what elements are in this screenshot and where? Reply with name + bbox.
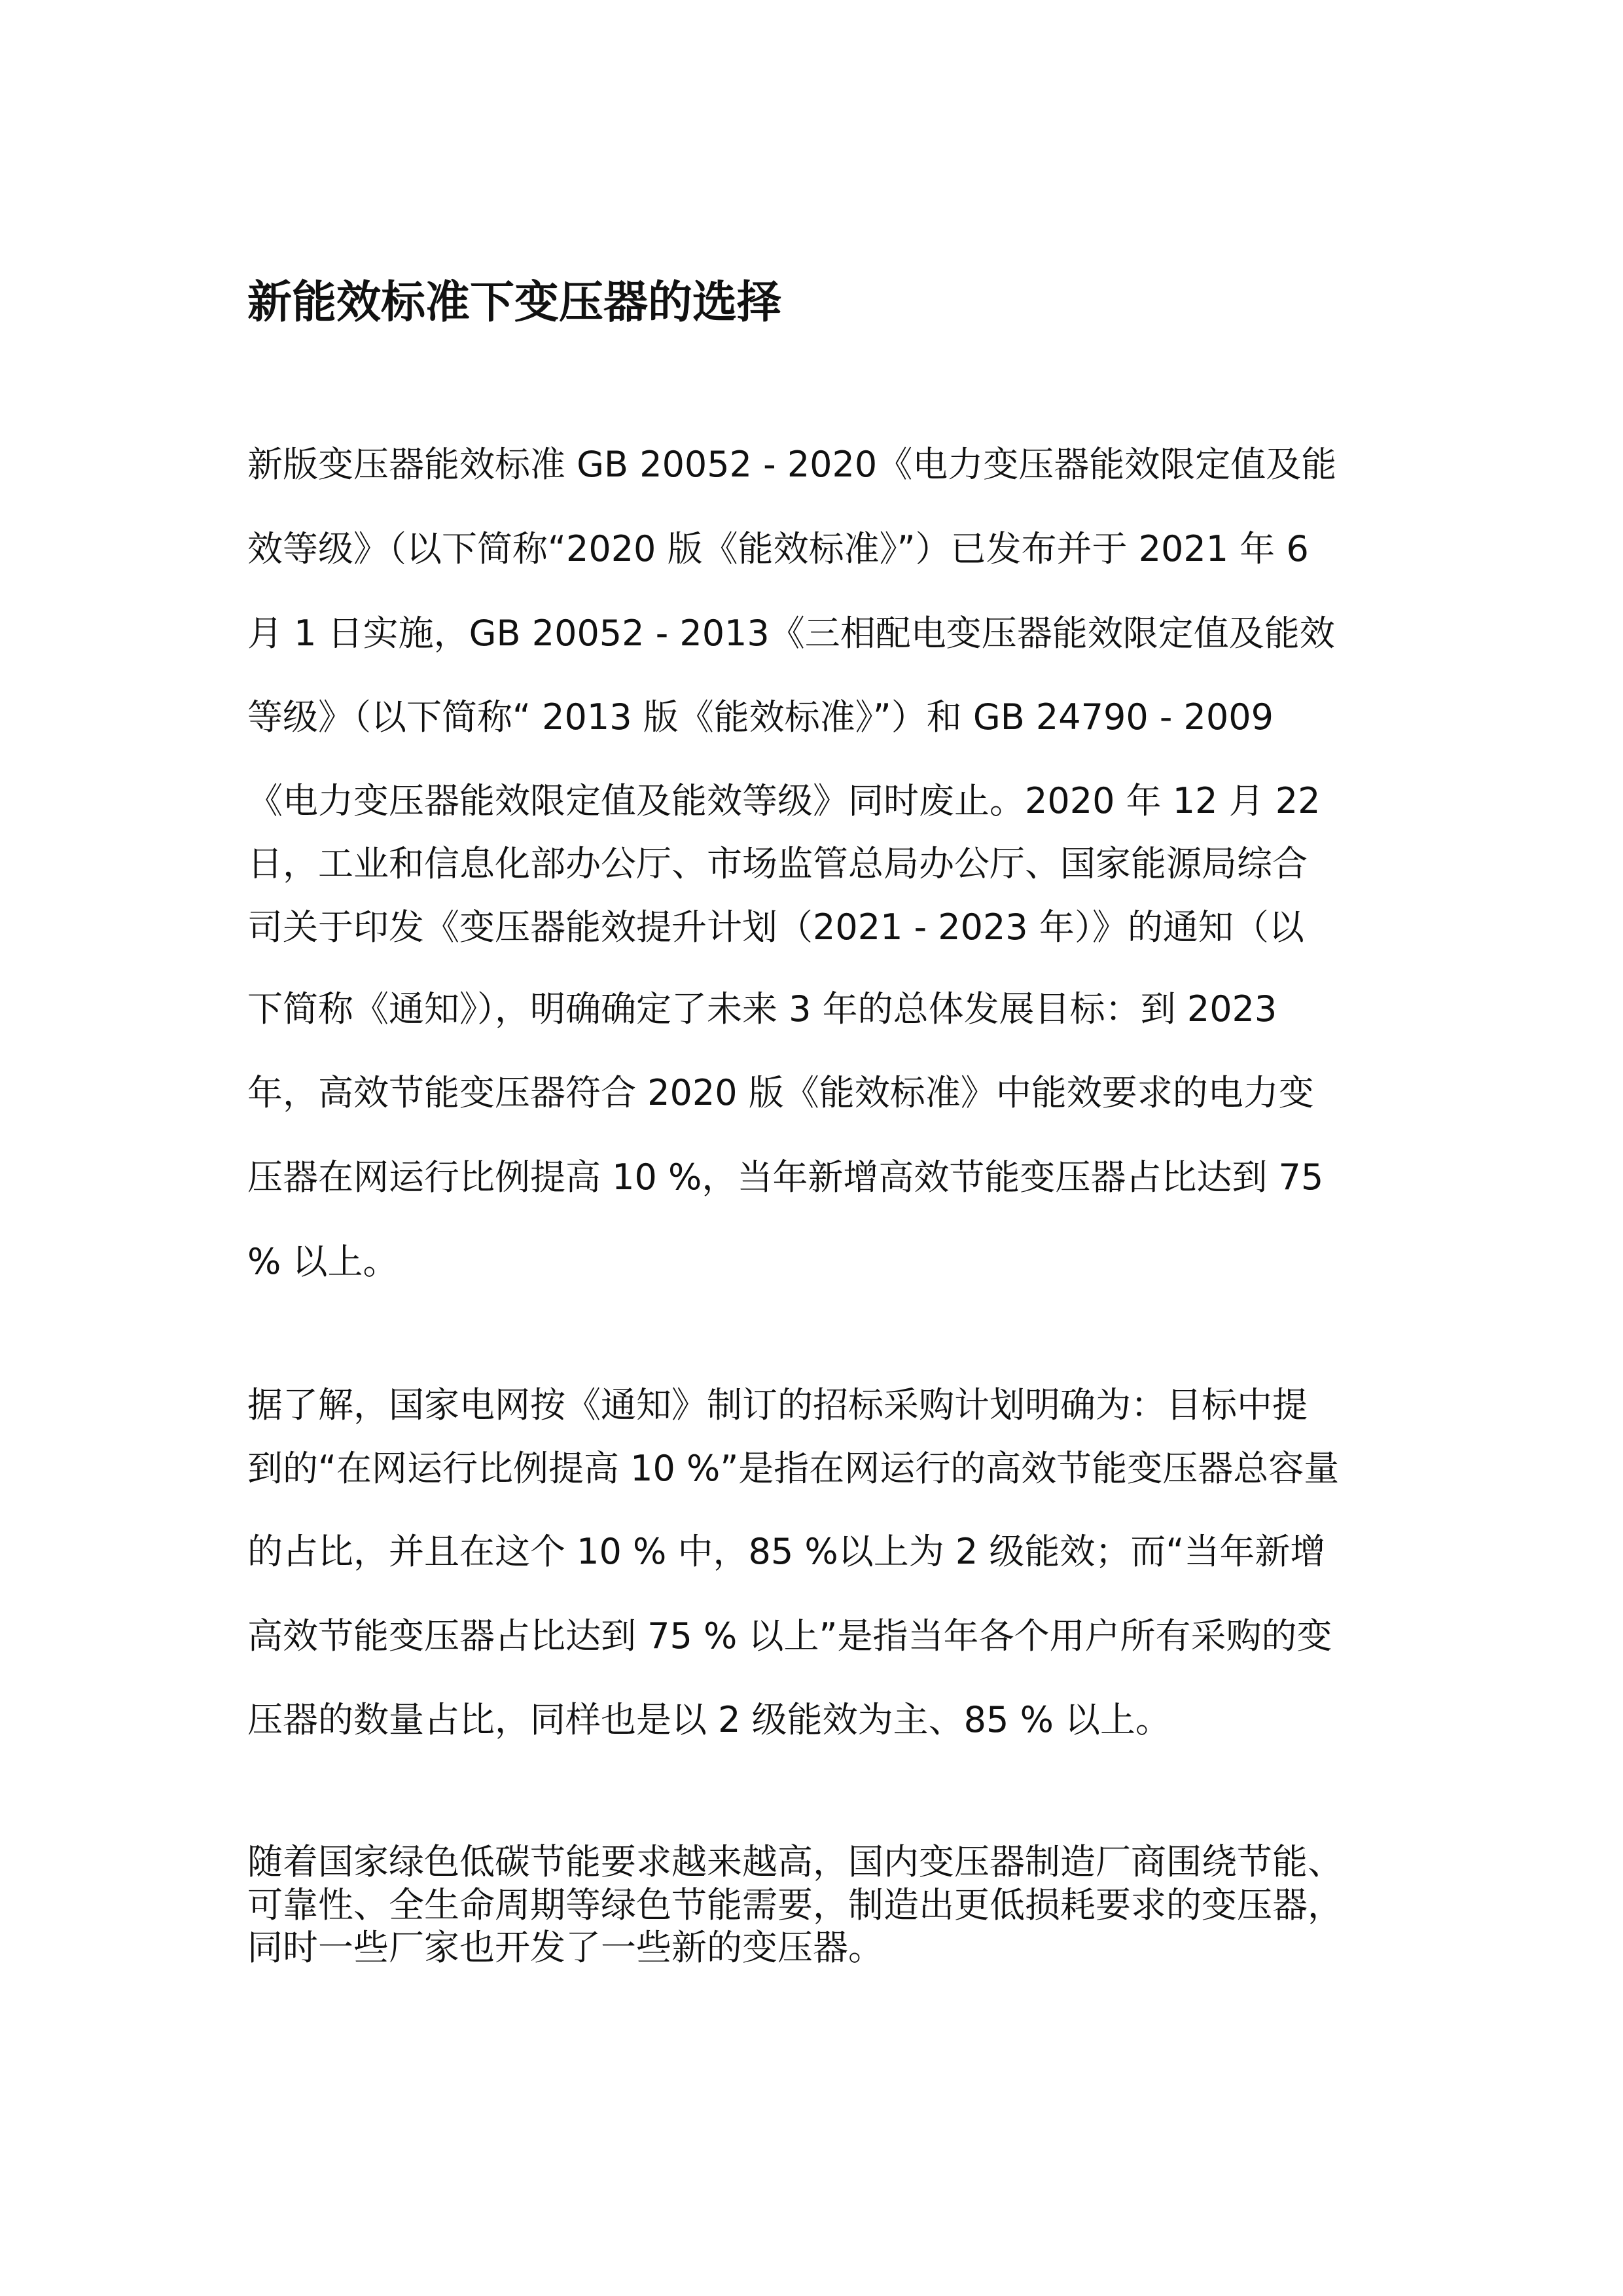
paragraph-1-line-11: % 以上。 xyxy=(247,1241,399,1282)
paragraph-1-line-6: 日，工业和信息化部办公厅、市场监管总局办公厅、国家能源局综合 xyxy=(247,843,1308,884)
paragraph-3-line-3: 同时一些厂家也开发了一些新的变压器。 xyxy=(247,1927,883,1968)
paragraph-2-line-5: 压器的数量占比，同样也是以 2 级能效为主、85 % 以上。 xyxy=(247,1699,1171,1740)
paragraph-1-line-2: 效等级》（以下简称“2020 版《能效标准》”）已发布并于 2021 年 6 xyxy=(247,528,1309,569)
paragraph-1-line-10: 压器在网运行比例提高 10 %，当年新增高效节能变压器占比达到 75 xyxy=(247,1157,1324,1198)
paragraph-2-line-2: 到的“在网运行比例提高 10 %”是指在网运行的高效节能变压器总容量 xyxy=(247,1448,1340,1489)
paragraph-1-line-7: 司关于印发《变压器能效提升计划（2021 - 2023 年）》的通知（以 xyxy=(247,906,1304,948)
document-title: 新能效标准下变压器的选择 xyxy=(247,277,782,329)
paragraph-2-line-3: 的占比，并且在这个 10 % 中，85 %以上为 2 级能效；而“当年新增 xyxy=(247,1531,1326,1572)
paragraph-1-line-5: 《电力变压器能效限定值及能效等级》同时废止。2020 年 12 月 22 xyxy=(247,780,1321,821)
paragraph-1-line-1: 新版变压器能效标准 GB 20052 - 2020《电力变压器能效限定值及能 xyxy=(247,444,1337,485)
paragraph-1-line-8: 下简称《通知》），明确确定了未来 3 年的总体发展目标：到 2023 xyxy=(247,988,1277,1030)
paragraph-2-line-4: 高效节能变压器占比达到 75 % 以上”是指当年各个用户所有采购的变 xyxy=(247,1615,1332,1657)
paragraph-1-line-3: 月 1 日实施，GB 20052 - 2013《三相配电变压器能效限定值及能效 xyxy=(247,613,1335,654)
paragraph-1-line-9: 年，高效节能变压器符合 2020 版《能效标准》中能效要求的电力变 xyxy=(247,1072,1314,1113)
paragraph-3-line-1: 随着国家绿色低碳节能要求越来越高，国内变压器制造厂商围绕节能、 xyxy=(247,1841,1343,1882)
paragraph-1-line-4: 等级》（以下简称“ 2013 版《能效标准》”）和 GB 24790 - 2009 xyxy=(247,696,1274,738)
paragraph-3-line-2: 可靠性、全生命周期等绿色节能需要，制造出更低损耗要求的变压器， xyxy=(247,1884,1343,1926)
paragraph-2-line-1: 据了解，国家电网按《通知》制订的招标采购计划明确为：目标中提 xyxy=(247,1384,1308,1426)
